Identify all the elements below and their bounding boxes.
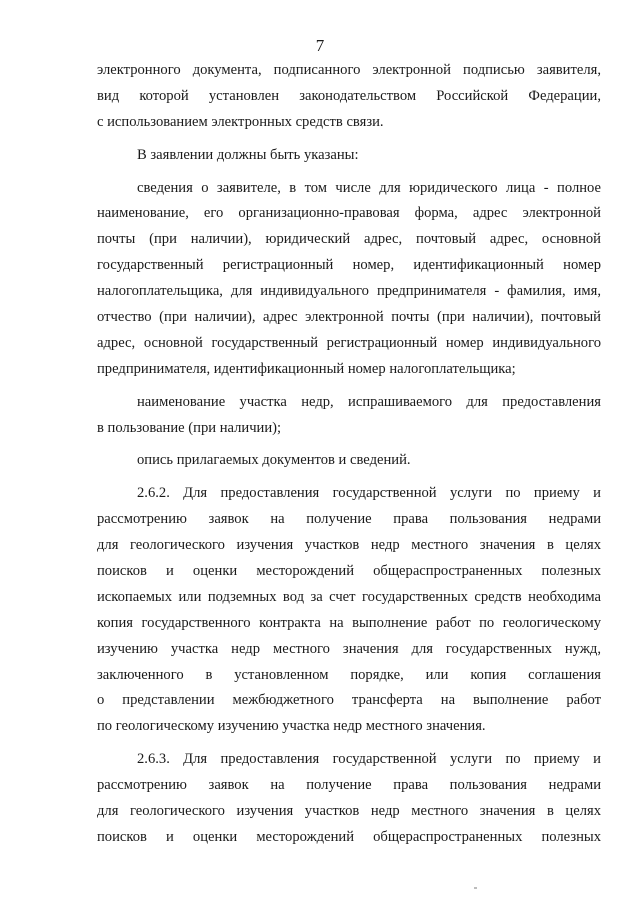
text-line: наименование, его организационно-правовая форма, адрес электронной	[97, 205, 601, 222]
text-line: поисков и оценки месторождений общераспространенных полезных	[97, 563, 601, 580]
text-line: рассмотрению заявок на получение права пользования недрами	[97, 777, 601, 794]
scan-artifact	[474, 887, 477, 889]
text-line: поисков и оценки месторождений общераспространенных полезных	[97, 828, 601, 845]
text-line: по геологическому изучению участка недр местного значения.	[97, 718, 486, 735]
text-line: адрес, основной государственный регистрационный номер индивидуального	[97, 334, 601, 351]
text-line: для геологического изучения участков недр местного значения в целях	[97, 537, 601, 554]
text-line: заключенного в установленном порядке, или копия соглашения	[97, 666, 601, 683]
text-line: электронного документа, подписанного электронной подписью заявителя,	[97, 62, 601, 78]
section-2-6-2: 2.6.2. Для предоставления государственной услуги по приему и	[137, 485, 601, 502]
text-line: опись прилагаемых документов и сведений.	[137, 452, 411, 469]
text-line: предпринимателя, идентификационный номер налогоплательщика;	[97, 360, 516, 377]
text-line: налогоплательщика, для индивидуального предпринимателя - фамилия, имя,	[97, 283, 601, 300]
text-line: сведения о заявителе, в том числе для юридического лица - полное	[137, 179, 601, 196]
text-line: о представлении межбюджетного трансферта на выполнение работ	[97, 692, 601, 709]
text-line: государственный регистрационный номер, идентификационный номер	[97, 257, 601, 274]
paragraph-heading: В заявлении должны быть указаны:	[137, 146, 359, 163]
text-line: вид которой установлен законодательством Российской Федерации,	[97, 87, 601, 104]
text-line: в пользование (при наличии);	[97, 419, 282, 436]
text-line: ископаемых или подземных вод за счет государственных средств необходима	[97, 588, 601, 605]
text-line: почты (при наличии), юридический адрес, почтовый адрес, основной	[97, 231, 601, 248]
text-line: изучению участка недр местного значения для государственных нужд,	[97, 640, 601, 657]
document-body	[97, 58, 601, 851]
text-line: наименование участка недр, испрашиваемого для предоставления	[137, 393, 601, 410]
page-number: 7	[315, 36, 325, 55]
section-2-6-3: 2.6.3. Для предоставления государственной услуги по приему и	[137, 751, 601, 768]
text-line: с использованием электронных средств связи.	[97, 113, 384, 130]
text-line: отчество (при наличии), адрес электронной почты (при наличии), почтовый	[97, 309, 601, 326]
text-line: рассмотрению заявок на получение права пользования недрами	[97, 511, 601, 528]
text-line: копия государственного контракта на выполнение работ по геологическому	[97, 614, 601, 631]
text-line: для геологического изучения участков недр местного значения в целях	[97, 803, 601, 820]
